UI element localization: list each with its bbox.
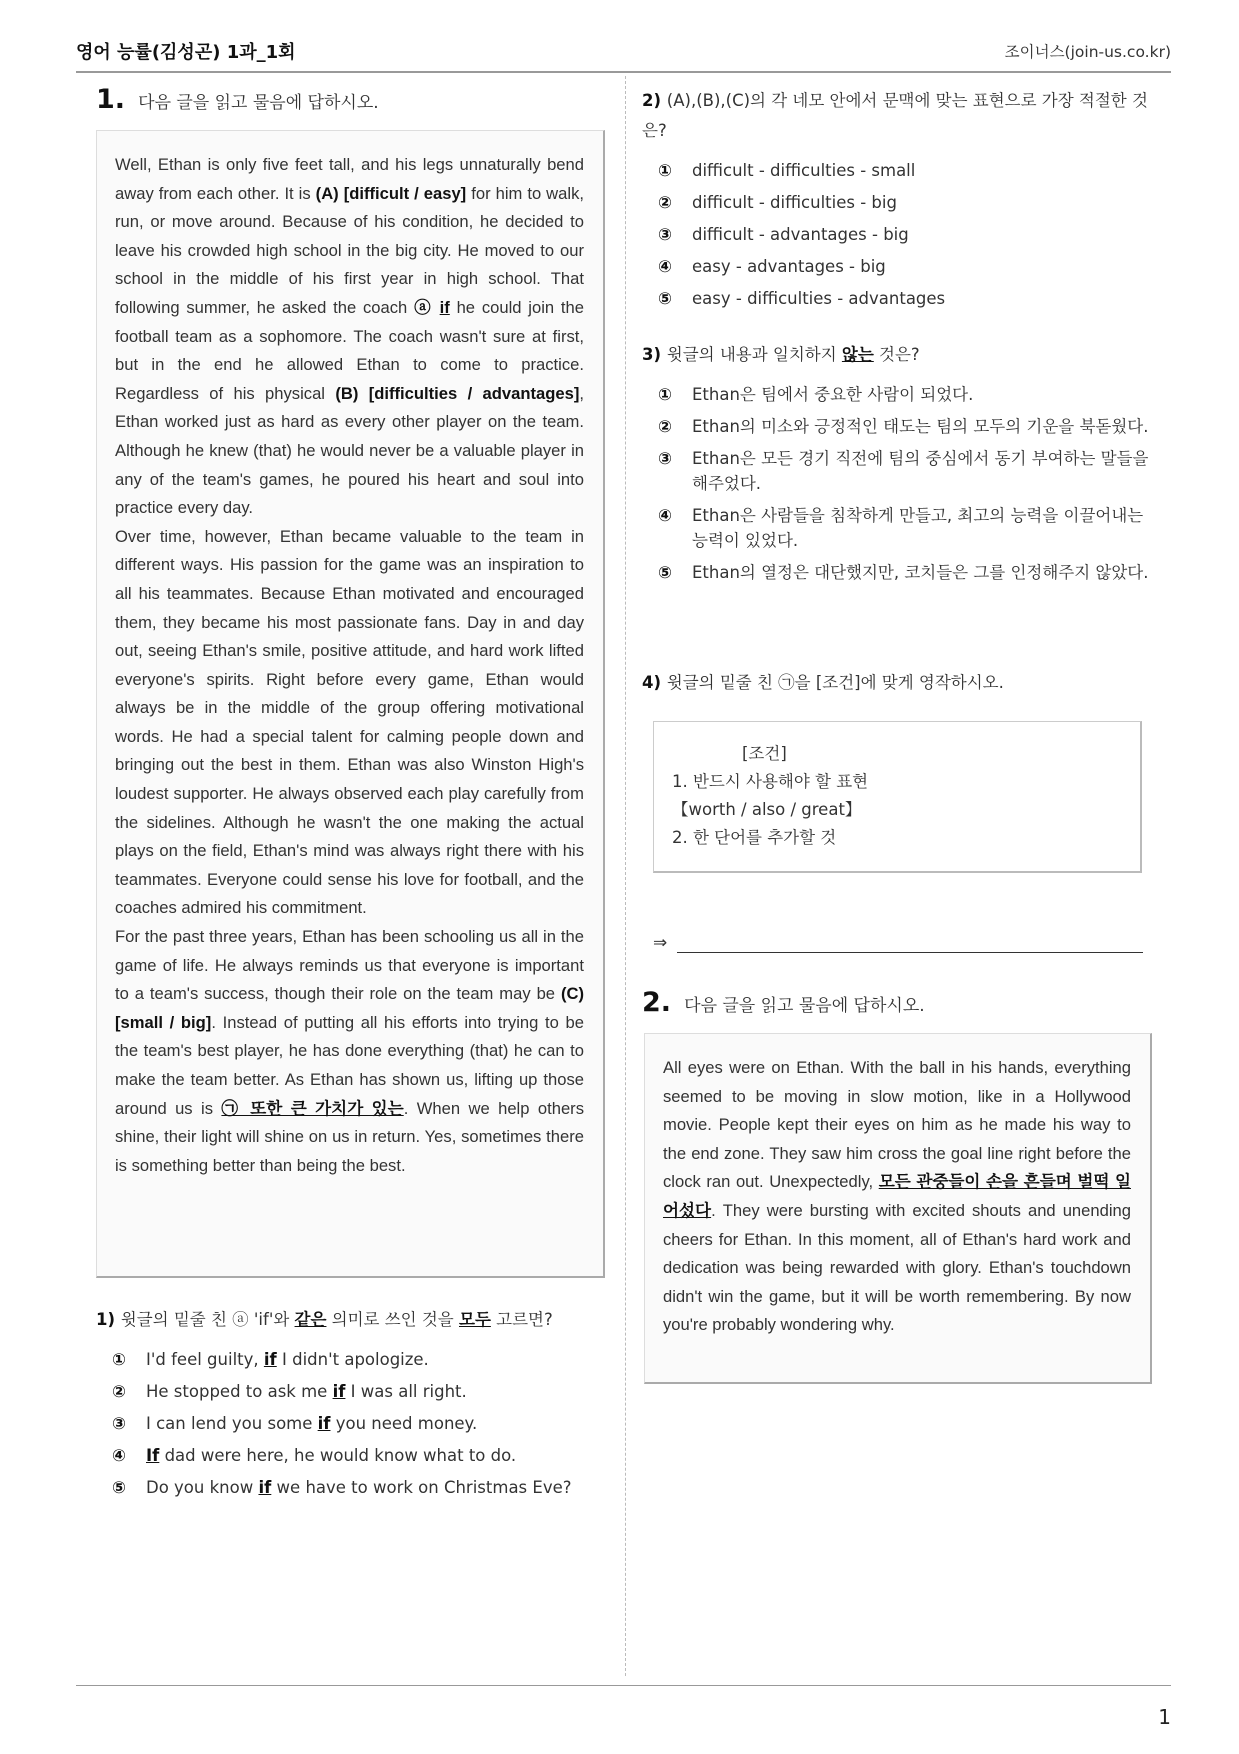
text-segment: we have to work on Christmas Eve?: [271, 1478, 572, 1497]
option-text: [146, 1347, 429, 1372]
text-segment: Ethan은 팀에서 중요한 사람이 되었다.: [692, 385, 974, 404]
text-segment: Ethan의 열정은 대단했지만, 코치들은 그를 인정해주지 않았다.: [692, 563, 1149, 582]
section-number: 1.: [96, 84, 126, 115]
question-4: [642, 669, 1162, 696]
underlined-text: 같은: [294, 1310, 327, 1329]
footer-divider: [76, 1685, 1171, 1686]
text-segment: you need money.: [330, 1414, 478, 1433]
option-number: ⑤: [658, 563, 672, 582]
underlined-text: 모두: [459, 1310, 491, 1329]
question-2-title: [642, 86, 1162, 146]
bold-text: 3): [642, 345, 667, 364]
page-number: 1: [1158, 1705, 1171, 1729]
option-text: [692, 446, 1162, 496]
text-segment: . When we help others shine, their light will shine on us in return. Yes, sometimes there is something better than being the best.: [115, 1098, 585, 1175]
answer-option[interactable]: [658, 222, 1162, 247]
option-number: ①: [658, 161, 672, 180]
answer-option[interactable]: [658, 286, 1162, 311]
text-segment: easy - advantages - big: [692, 257, 886, 276]
paragraph: [115, 523, 584, 923]
bold-text: ⓐ: [414, 297, 433, 317]
option-text: [146, 1379, 467, 1404]
passage-1-text: [115, 151, 584, 1180]
section-instruction: 다음 글을 읽고 물음에 답하시오.: [684, 996, 925, 1016]
answer-option[interactable]: [112, 1443, 616, 1468]
option-number: ④: [658, 506, 672, 525]
underlined-text: if: [263, 1350, 277, 1369]
option-number: ③: [112, 1414, 126, 1433]
passage-2-text: [663, 1054, 1131, 1340]
question-1-options: [96, 1347, 616, 1500]
text-segment: [433, 298, 440, 317]
question-3-title: [642, 341, 1162, 368]
option-text: [692, 560, 1148, 585]
text-segment: 의미로 쓰인 것을: [326, 1310, 459, 1329]
text-segment: I'd feel guilty,: [146, 1350, 264, 1369]
answer-option[interactable]: [658, 190, 1162, 215]
answer-option[interactable]: [658, 560, 1162, 585]
answer-option[interactable]: [112, 1475, 616, 1500]
arrow-icon: ⇒: [653, 933, 668, 953]
text-segment: , Ethan worked just as hard as every other player on the team. Although he knew (that) he would never be a valuable player in any of the team's games, he poured his heart and soul into practice every day.: [115, 383, 585, 518]
answer-line: [653, 931, 1162, 953]
option-text: [692, 286, 945, 311]
bold-text: 2): [642, 91, 667, 110]
text-segment: 윗글의 밑줄 친 ⓐ 'if'와: [120, 1310, 295, 1329]
text-segment: 고르면?: [490, 1310, 553, 1329]
question-4-title: [642, 669, 1162, 696]
answer-option[interactable]: [658, 382, 1162, 407]
passage-1-box: [96, 130, 605, 1278]
option-text: [692, 222, 909, 247]
answer-option[interactable]: [658, 503, 1162, 553]
bold-text: 1): [96, 1310, 121, 1329]
answer-option[interactable]: [112, 1347, 616, 1372]
underlined-text: if: [439, 297, 450, 317]
option-text: [692, 158, 915, 183]
option-text: [146, 1443, 516, 1468]
section-instruction: 다음 글을 읽고 물음에 답하시오.: [138, 93, 379, 113]
text-segment: I was all right.: [345, 1382, 467, 1401]
underlined-text: ㉠ 또한 큰 가치가 있는: [221, 1098, 404, 1118]
option-number: ⑤: [658, 289, 672, 308]
text-segment: 것은?: [873, 345, 920, 364]
option-number: ②: [658, 417, 672, 436]
text-segment: I can lend you some: [146, 1414, 318, 1433]
answer-option[interactable]: [658, 414, 1162, 439]
question-3-options: [642, 382, 1162, 585]
document-title: 영어 능률(김성곤) 1과_1회: [76, 42, 296, 63]
option-text: [692, 382, 973, 407]
text-segment: (A),(B),(C)의 각 네모 안에서 문맥에 맞는 표현으로 가장 적절한 것은?: [642, 91, 1148, 140]
column-divider: [625, 76, 626, 1676]
option-number: ⑤: [112, 1478, 126, 1497]
text-segment: All eyes were on Ethan. With the ball in his hands, everything seemed to be moving in slow motion, like in a Hollywood movie. People kept their eyes on him as he made his way to the end zone. They saw him cross the goal line right before the clock ran out. Unexpectedly,: [663, 1058, 1131, 1192]
option-number: ①: [658, 385, 672, 404]
text-segment: Ethan은 사람들을 침착하게 만들고, 최고의 능력을 이끌어내는 능력이 있었다.: [692, 506, 1144, 550]
text-segment: Well, Ethan is only five feet tall, and his legs unnaturally bend away from each other. It is: [115, 155, 584, 203]
answer-option[interactable]: [658, 254, 1162, 279]
answer-input[interactable]: [677, 931, 1143, 953]
underlined-text: if: [332, 1382, 346, 1401]
question-3: [642, 341, 1162, 669]
option-number: ③: [658, 449, 672, 468]
right-column: [642, 86, 1162, 1384]
text-segment: difficult - difficulties - big: [692, 193, 897, 212]
bold-text: 4): [642, 673, 667, 692]
condition-title: [조건]: [742, 744, 787, 763]
paragraph: [115, 923, 584, 1180]
text-segment: . They were bursting with excited shouts and unending cheers for Ethan. In this moment, all of Ethan's hard work and dedication was being rewarded with glory. Ethan's touchdown didn't win the game, but it will be worth remembering. By now you're probably wondering why.: [663, 1200, 1131, 1335]
option-number: ④: [112, 1446, 126, 1465]
answer-option[interactable]: [112, 1379, 616, 1404]
section-2-heading: [642, 987, 1162, 1033]
publisher-label: 조이너스(join-us.co.kr): [1004, 43, 1171, 61]
bold-text: (C) [small / big]: [115, 984, 584, 1032]
text-segment: I didn't apologize.: [276, 1350, 429, 1369]
underlined-text: 모든 관중들이 손을 흔들며 벌떡 일어섰다: [663, 1172, 1131, 1220]
bold-text: (B) [difficulties / advantages]: [335, 383, 580, 403]
underlined-text: If: [146, 1446, 160, 1465]
question-1: [96, 1306, 616, 1507]
text-segment: dad were here, he would know what to do.: [159, 1446, 517, 1465]
option-text: [692, 503, 1162, 553]
text-segment: difficult - advantages - big: [692, 225, 909, 244]
text-segment: Over time, however, Ethan became valuable to the team in different ways. His passion for the game was an inspiration to all his teammates. Because Ethan motivated and encouraged them, they became his most passionate fans. Day in and day out, seeing Ethan's smile, positive attitude, and hard work lifted everyone's spirits. Right before every game, Ethan would always be in the middle of the group offering motivational words. He had a special talent for calming people down and bringing out the best in them. Ethan was also Winston High's loudest supporter. He always observed each play carefully from the sidelines. Although he wasn't the one making the actual plays on the field, Ethan's mind was always right there with his teammates. Everyone could sense his love for football, and the coaches admired his commitment.: [115, 526, 584, 918]
underlined-text: 않는: [841, 345, 874, 364]
option-number: ②: [112, 1382, 126, 1401]
underlined-text: if: [317, 1414, 331, 1433]
answer-option[interactable]: [112, 1411, 616, 1436]
passage-2-box: [644, 1033, 1152, 1384]
text-segment: 윗글의 내용과 일치하지: [666, 345, 842, 364]
question-2: [642, 86, 1162, 341]
option-number: ②: [658, 193, 672, 212]
text-segment: . Instead of putting all his efforts into trying to be the team's best player, he has done everything (that) he can to make the team better. As Ethan has shown us, lifting up those around us is: [115, 1012, 584, 1118]
option-text: [692, 414, 1148, 439]
text-segment: Ethan의 미소와 긍정적인 태도는 팀의 모두의 기운을 북돋웠다.: [692, 417, 1149, 436]
text-segment: difficult - difficulties - small: [692, 161, 916, 180]
text-segment: for him to walk, run, or move around. Because of his condition, he decided to leave his crowded high school in the big city. He moved to our school in the middle of his first year in high school. That following summer, he asked the coach: [115, 183, 584, 317]
text-segment: 윗글의 밑줄 친 ㉠을 [조건]에 맞게 영작하시오.: [666, 673, 1004, 692]
condition-item: 【worth / also / great】: [672, 800, 862, 819]
option-number: ③: [658, 225, 672, 244]
section-number: 2.: [642, 987, 672, 1018]
option-text: [146, 1475, 572, 1500]
bold-text: (A) [difficult / easy]: [315, 183, 467, 203]
option-text: [692, 254, 886, 279]
header-divider: [76, 71, 1171, 73]
text-segment: easy - difficulties - advantages: [692, 289, 946, 308]
text-segment: Ethan은 모든 경기 직전에 팀의 중심에서 동기 부여하는 말들을 해주었다.: [692, 449, 1149, 493]
text-segment: He stopped to ask me: [146, 1382, 333, 1401]
left-column: [96, 84, 616, 1507]
paragraph: [663, 1054, 1131, 1340]
section-1-heading: [96, 84, 616, 130]
text-segment: he could join the football team as a sophomore. The coach wasn't sure at first, but in the end he allowed Ethan to come to practice. Regardless of his physical: [115, 297, 584, 403]
answer-option[interactable]: [658, 158, 1162, 183]
question-1-title: [96, 1306, 616, 1333]
option-number: ④: [658, 257, 672, 276]
question-2-options: [642, 158, 1162, 311]
condition-box: [653, 721, 1142, 873]
answer-option[interactable]: [658, 446, 1162, 496]
text-segment: For the past three years, Ethan has been schooling us all in the game of life. He always reminds us that everyone is important to a team's success, though their role on the team may be: [115, 927, 584, 1004]
option-number: ①: [112, 1350, 126, 1369]
paragraph: [115, 151, 584, 523]
option-text: [146, 1411, 477, 1436]
underlined-text: if: [258, 1478, 272, 1497]
text-segment: Do you know: [146, 1478, 259, 1497]
option-text: [692, 190, 897, 215]
condition-item: 1. 반드시 사용해야 할 표현: [672, 772, 869, 791]
condition-item: 2. 한 단어를 추가할 것: [672, 828, 837, 847]
